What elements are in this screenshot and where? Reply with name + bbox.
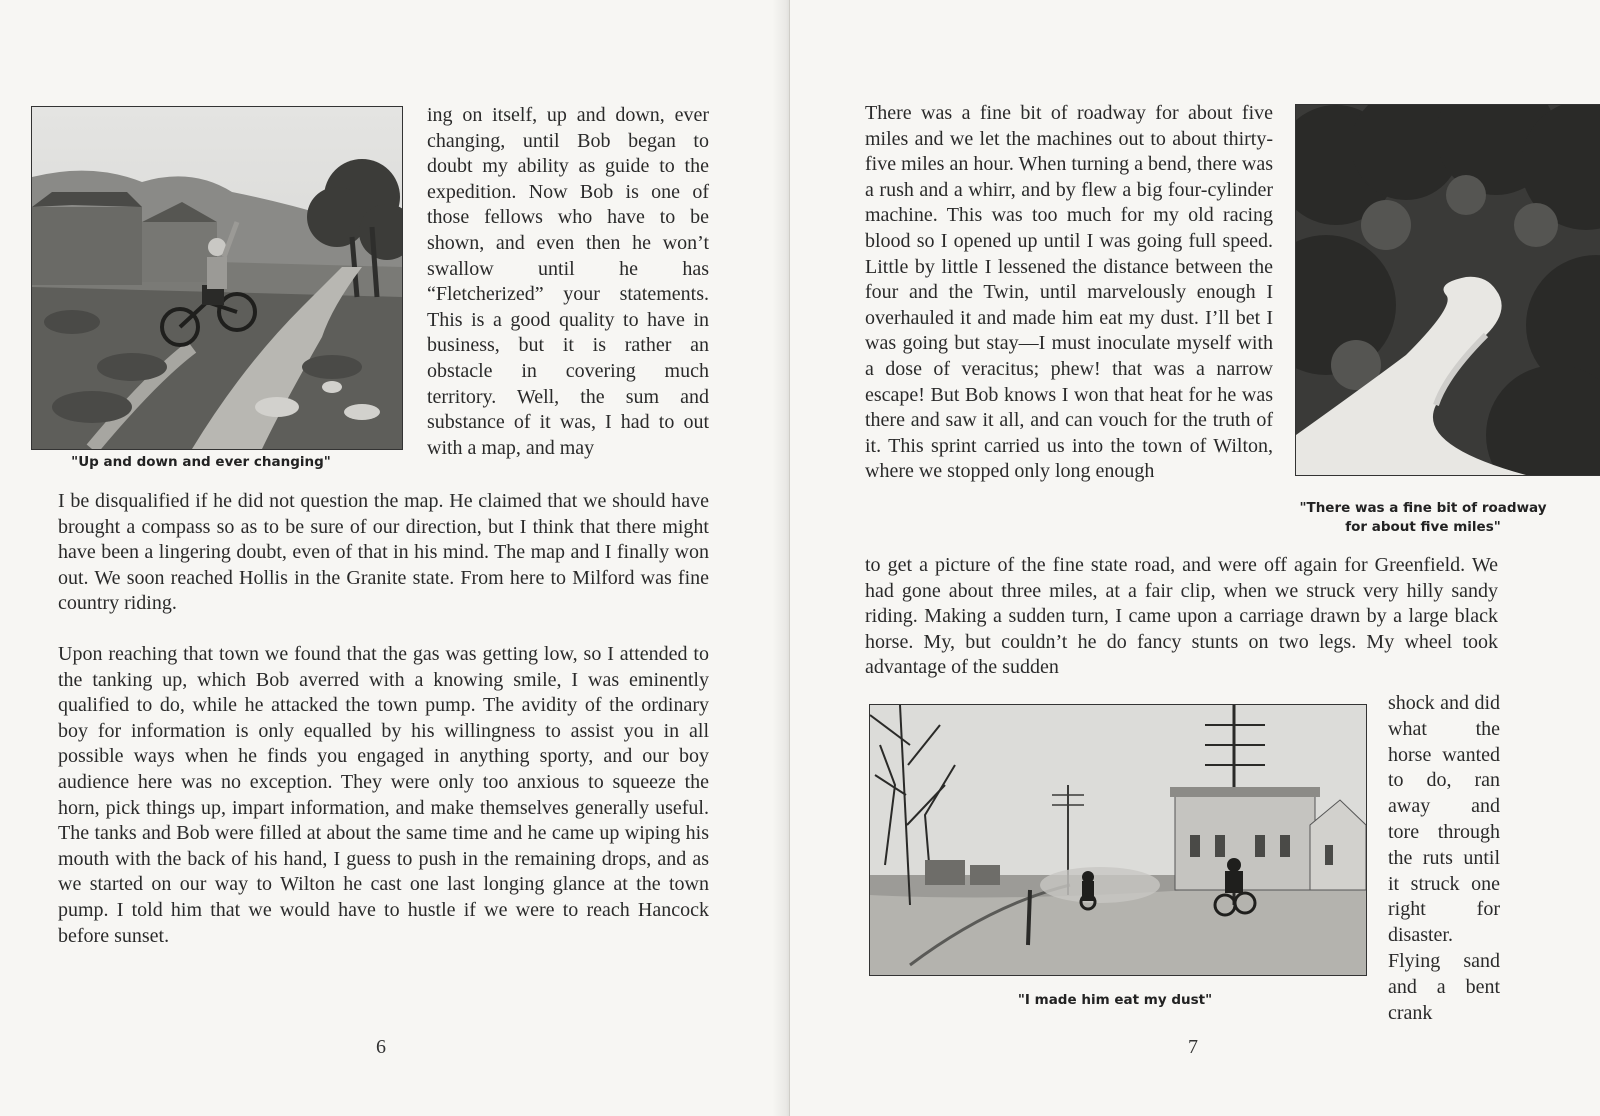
right-full-width-text: to get a picture of the fine state road, and were off again for Greenfield. We had gone about three miles, at a fair clip, when we struck very hilly sandy riding. Making a sudden turn, I came upon a carriage drawn by a large black horse. My, but couldn’t he do fancy stunts on two legs. My wheel took advantage of the sudden	[865, 554, 1498, 679]
photo-caption-bottom-right: "I made him eat my dust"	[1017, 992, 1213, 1008]
photo-caption-top-right	[1268, 499, 1578, 537]
right-page	[790, 0, 1600, 1116]
photo-caption-left: "Up and down and ever changing"	[71, 454, 331, 470]
left-paragraph-1-continuation: I be disqualified if he did not question the map. He claimed that we should have brought a compass so as to be sure of our direction, but I think that there might have been a lingering doubt, even of that in his mind. The map and I finally won out. We soon reached Hollis in the Granite state. From here to Milford was fine country riding.	[58, 490, 709, 615]
page-number-right: 7	[1188, 1036, 1198, 1058]
photo-motorcyclists-village-road	[869, 704, 1367, 976]
photo-rider-on-country-road	[31, 106, 403, 450]
caption-line-1: "There was a fine bit of roadway	[1299, 500, 1547, 516]
right-column-text: There was a fine bit of roadway for about five miles and we let the machines out to about thirty-five miles an hour. When turning a bend, there was a rush and a whirr, and by flew a big four-cylinder machine. This was too much for my old racing blood so I opened up until I was going full speed. Little by little I lessened the distance between the four and the Twin, until marvelously enough I overhauled it and made him eat my dust. I’ll bet I was going but stay—I must inoculate myself with a dose of veracitus; phew! that was a narrow escape! But Bob knows I won that heat for he was there and saw it all, and can vouch for the truth of it. This sprint carried us into the town of Wilton, where we stopped only long enough	[865, 102, 1273, 483]
caption-line-2: for about five miles"	[1345, 519, 1501, 535]
page-number-left: 6	[376, 1036, 386, 1058]
left-paragraph-2: Upon reaching that town we found that the gas was getting low, so I attended to the tanking up, which Bob averred with a knowing smile, I was eminently qualified to do, while he attacked the town pump. The avidity of the ordinary boy for information is only equalled by his willingness to assist you in all possible ways when he finds you engaged in anything sporty, and our boy audience here was no exception. They were only too anxious to squeeze the horn, pick things up, impart information, and make themselves generally useful. The tanks and Bob were filled at about the same time and he came up wiping his mouth with the back of his hand, I guess to push in the remaining drops, and as we started on our way to Wilton he cast one last longing glance at the town pump. I told him that we would have to hustle if we were to reach Hancock before sunset.	[58, 643, 709, 947]
left-page	[0, 0, 790, 1116]
photo-tree-lined-road	[1295, 104, 1600, 476]
left-column-text: ing on itself, up and down, ever changing, until Bob began to doubt my ability as guide to the expedition. Now Bob is one of those fellows who have to be shown, and even then he won’t swallow until he has “Fletcherized” your statements. This is a good quality to have in business, but it is rather an obstacle in covering much territory. Well, the sum and substance of it was, I had to out with a map, and may	[427, 104, 709, 459]
right-narrow-column-text: shock and did what the horse wanted to do, ran away and tore through the ruts until it struck one right for disaster. Flying sand and a bent crank	[1388, 692, 1500, 1024]
